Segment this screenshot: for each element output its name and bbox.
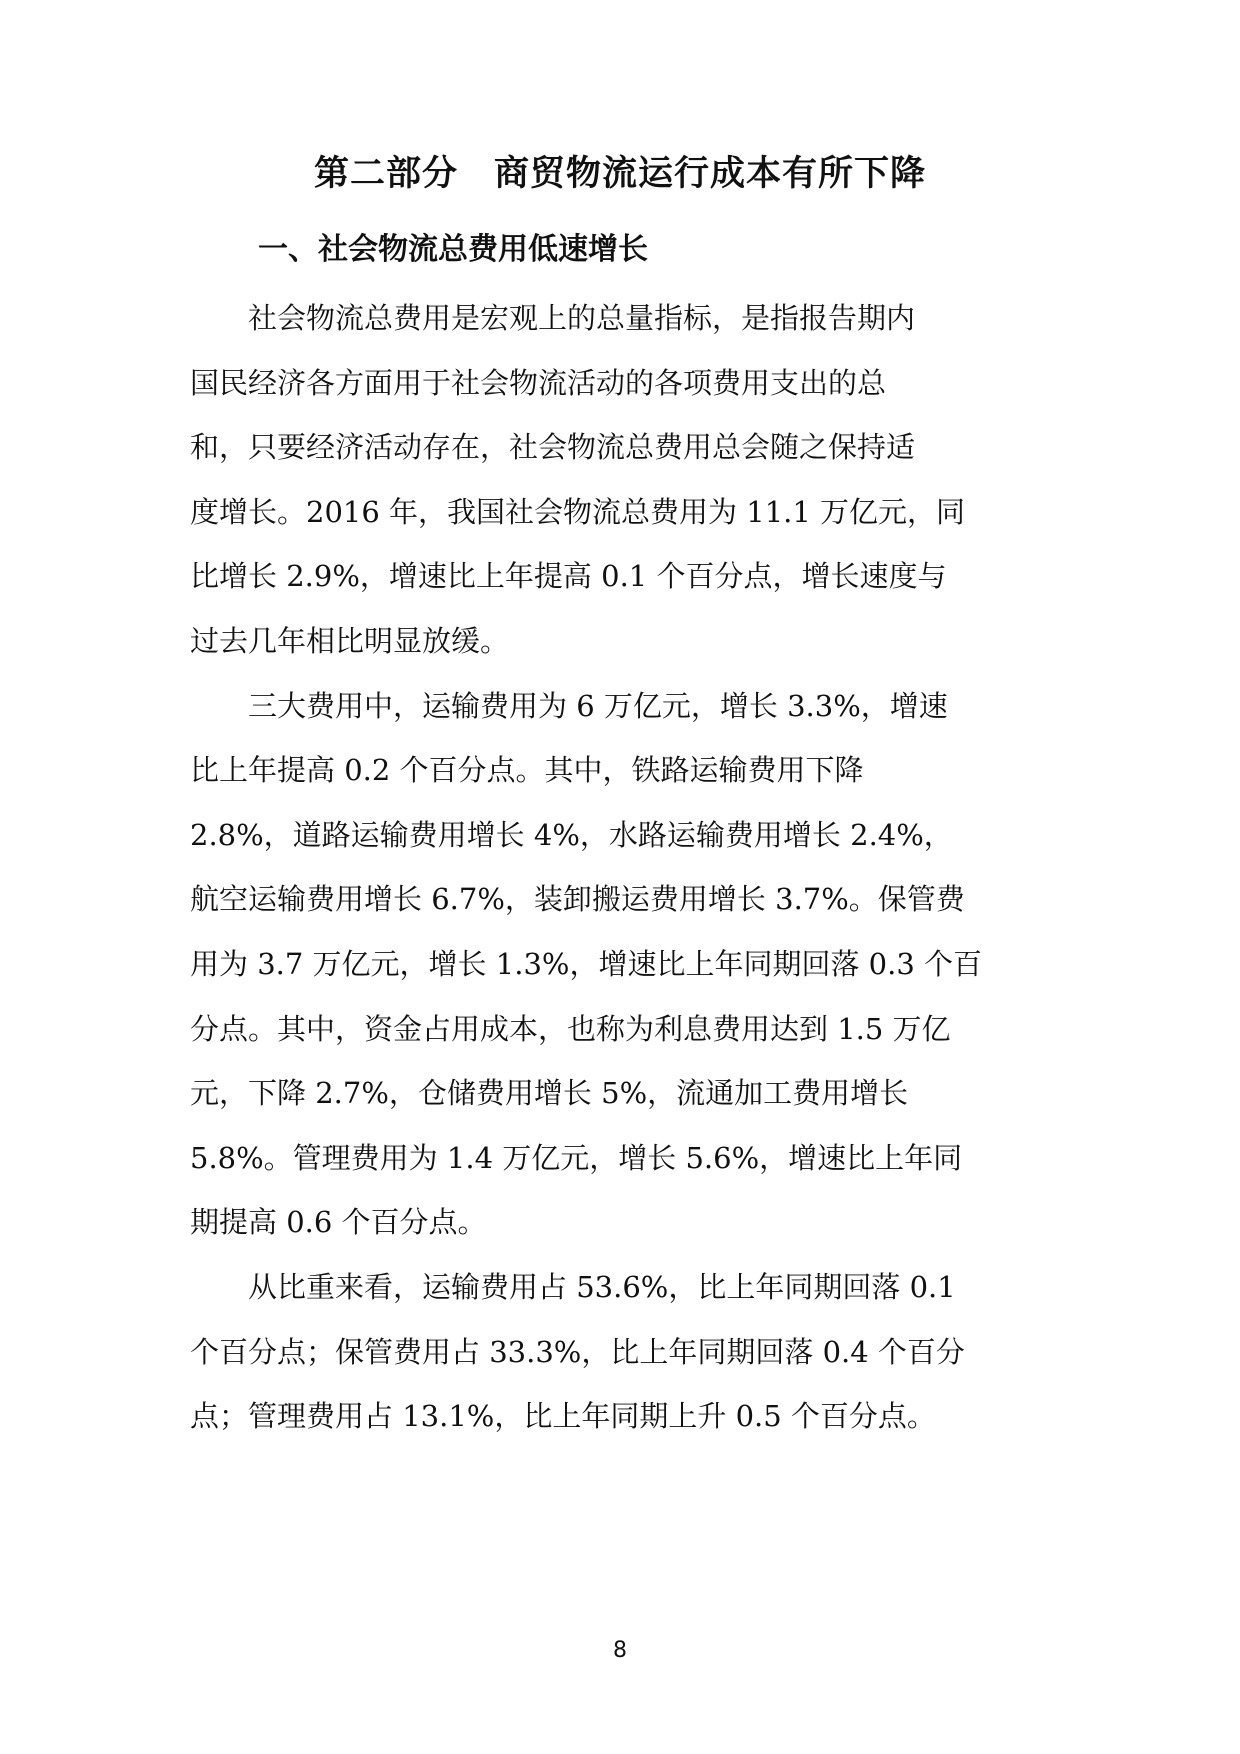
paragraph [190, 1255, 1060, 1449]
text-line: 和，只要经济活动存在，社会物流总费用总会随之保持适 [190, 430, 916, 465]
text-line: 国民经济各方面用于社会物流活动的各项费用支出的总 [190, 365, 887, 400]
text-line: 从比重来看，运输费用占 53.6%，比上年同期回落 0.1 [248, 1269, 956, 1304]
paragraph [190, 286, 1060, 674]
page-title: 第二部分 商贸物流运行成本有所下降 [313, 154, 926, 194]
text-line: 点；管理费用占 13.1%，比上年同期上升 0.5 个百分点。 [190, 1399, 936, 1434]
text-line: 用为 3.7 万亿元，增长 1.3%，增速比上年同期回落 0.3 个百 [190, 946, 983, 981]
paragraph [190, 674, 1060, 1255]
section-heading: 一、社会物流总费用低速增长 [258, 232, 648, 267]
text-line: 2.8%，道路运输费用增长 4%，水路运输费用增长 2.4%， [190, 817, 953, 852]
body-text [190, 286, 1060, 1449]
text-line: 比上年提高 0.2 个百分点。其中，铁路运输费用下降 [190, 753, 864, 788]
text-line: 比增长 2.9%，增速比上年提高 0.1 个百分点，增长速度与 [190, 559, 947, 594]
text-line: 度增长。2016 年，我国社会物流总费用为 11.1 万亿元，同 [190, 494, 966, 529]
page-number: 8 [613, 1638, 627, 1663]
text-line: 三大费用中，运输费用为 6 万亿元，增长 3.3%，增速 [248, 688, 948, 723]
text-line: 分点。其中，资金占用成本，也称为利息费用达到 1.5 万亿 [190, 1011, 951, 1046]
text-line: 元，下降 2.7%，仓储费用增长 5%，流通加工费用增长 [190, 1076, 909, 1111]
text-line: 5.8%。管理费用为 1.4 万亿元，增长 5.6%，增速比上年同 [190, 1140, 963, 1175]
text-line: 社会物流总费用是宏观上的总量指标，是指报告期内 [248, 301, 916, 335]
text-line: 个百分点；保管费用占 33.3%，比上年同期回落 0.4 个百分 [190, 1334, 965, 1369]
text-line: 过去几年相比明显放缓。 [190, 623, 510, 658]
text-line: 期提高 0.6 个百分点。 [190, 1205, 487, 1240]
text-line: 航空运输费用增长 6.7%，装卸搬运费用增长 3.7%。保管费 [190, 882, 965, 917]
